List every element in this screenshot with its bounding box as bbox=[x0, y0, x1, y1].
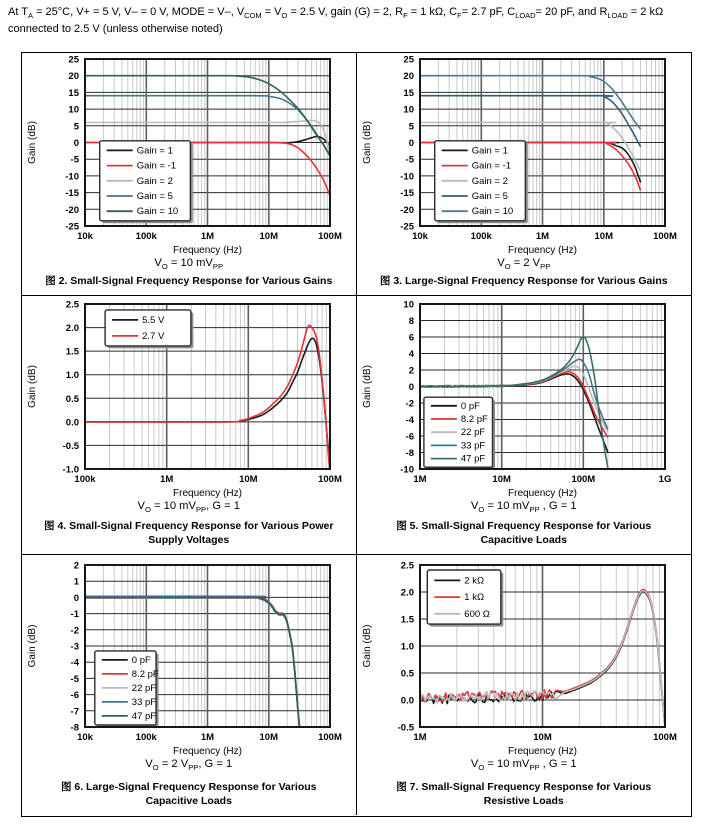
svg-text:-4: -4 bbox=[70, 657, 79, 669]
svg-text:100M: 100M bbox=[571, 474, 595, 485]
svg-text:8.2 pF: 8.2 pF bbox=[460, 414, 488, 425]
fig6-y-axis-title: Gain (dB) bbox=[26, 624, 38, 668]
fig7-y-axis-title: Gain (dB) bbox=[361, 624, 373, 668]
svg-text:4: 4 bbox=[408, 349, 414, 360]
svg-text:0 pF: 0 pF bbox=[460, 400, 480, 412]
svg-text:-10: -10 bbox=[400, 171, 414, 183]
svg-text:-8: -8 bbox=[70, 722, 79, 734]
svg-text:2: 2 bbox=[408, 365, 414, 377]
svg-text:Gain = 1: Gain = 1 bbox=[136, 145, 173, 157]
svg-text:10k: 10k bbox=[411, 231, 428, 242]
svg-text:1: 1 bbox=[73, 576, 79, 588]
svg-text:Gain = 5: Gain = 5 bbox=[136, 191, 173, 202]
fig5-x-axis-title: Frequency (Hz) bbox=[507, 488, 577, 499]
svg-text:0.5: 0.5 bbox=[65, 393, 79, 405]
svg-text:-10: -10 bbox=[400, 464, 414, 476]
svg-text:1M: 1M bbox=[200, 231, 214, 242]
svg-text:2 kΩ: 2 kΩ bbox=[464, 575, 484, 587]
svg-text:-10: -10 bbox=[65, 171, 79, 183]
svg-text:1M: 1M bbox=[413, 732, 427, 743]
fig7-x-ticks bbox=[413, 732, 677, 743]
svg-text:0.0: 0.0 bbox=[65, 417, 79, 429]
svg-text:-20: -20 bbox=[65, 204, 79, 216]
fig5-condition: $V_O = 10$ $mV_{PP}$ , G = 1 bbox=[470, 500, 577, 515]
svg-text:10: 10 bbox=[403, 299, 414, 311]
svg-text:-6: -6 bbox=[70, 690, 79, 702]
svg-text:2.5: 2.5 bbox=[400, 560, 414, 572]
svg-text:0 pF: 0 pF bbox=[131, 654, 151, 666]
fig4-legend bbox=[105, 310, 193, 349]
svg-text:10: 10 bbox=[68, 104, 79, 116]
svg-text:10M: 10M bbox=[533, 732, 552, 743]
fig4-condition: $V_O = 10$ $mV_{PP}$, G = 1 bbox=[137, 500, 241, 515]
svg-text:47 pF: 47 pF bbox=[460, 453, 485, 465]
svg-text:-20: -20 bbox=[400, 204, 414, 216]
fig5-chart bbox=[357, 296, 691, 499]
fig5-y-ticks bbox=[400, 300, 414, 476]
fig3-x-ticks bbox=[412, 231, 677, 242]
figure-table bbox=[21, 52, 692, 817]
fig4-y-axis-title: Gain (dB) bbox=[26, 365, 38, 408]
svg-text:100k: 100k bbox=[470, 231, 492, 242]
fig6-condition: $V_O = 2$ $V_{PP}$, G = 1 bbox=[145, 758, 233, 773]
svg-text:Gain = 2: Gain = 2 bbox=[471, 175, 508, 187]
svg-text:-5: -5 bbox=[70, 673, 79, 685]
svg-text:Gain = 2: Gain = 2 bbox=[136, 175, 173, 187]
fig4-caption: 图 4. Small-Signal Frequency Response for Various Power Supply Voltages bbox=[44, 519, 334, 546]
svg-text:8: 8 bbox=[408, 316, 414, 327]
fig3-chart bbox=[357, 53, 691, 256]
svg-text:1G: 1G bbox=[658, 474, 672, 485]
fig4-plot bbox=[22, 296, 356, 499]
svg-text:2.0: 2.0 bbox=[400, 587, 414, 599]
svg-text:Gain = -1: Gain = -1 bbox=[136, 160, 176, 172]
svg-text:-8: -8 bbox=[405, 448, 414, 459]
svg-text:1.0: 1.0 bbox=[65, 370, 79, 382]
svg-text:Gain = 1: Gain = 1 bbox=[471, 145, 508, 157]
svg-text:-7: -7 bbox=[70, 706, 79, 718]
fig2-y-ticks bbox=[65, 55, 79, 233]
svg-text:47 pF: 47 pF bbox=[131, 710, 156, 722]
svg-text:1 kΩ: 1 kΩ bbox=[464, 592, 484, 604]
svg-text:22 pF: 22 pF bbox=[460, 427, 485, 439]
svg-text:22 pF: 22 pF bbox=[131, 682, 156, 694]
svg-text:Gain = 10: Gain = 10 bbox=[471, 206, 513, 218]
svg-text:1.5: 1.5 bbox=[400, 614, 414, 626]
svg-text:10M: 10M bbox=[238, 474, 258, 485]
svg-text:10M: 10M bbox=[259, 732, 278, 743]
figure-cell-fig3 bbox=[357, 53, 692, 296]
svg-text:-15: -15 bbox=[65, 188, 79, 200]
fig4-x-ticks bbox=[74, 474, 342, 485]
fig3-condition: $V_O = 2$ $V_{PP}$ bbox=[497, 257, 551, 272]
svg-text:0.5: 0.5 bbox=[400, 668, 414, 680]
fig6-x-ticks bbox=[77, 732, 342, 743]
svg-text:Gain = 5: Gain = 5 bbox=[471, 191, 508, 202]
svg-text:-25: -25 bbox=[65, 221, 79, 233]
svg-text:-0.5: -0.5 bbox=[62, 440, 79, 452]
svg-text:2.7 V: 2.7 V bbox=[141, 330, 165, 342]
svg-text:10k: 10k bbox=[76, 231, 93, 242]
fig6-x-axis-title: Frequency (Hz) bbox=[172, 746, 242, 757]
figure-cell-fig2 bbox=[22, 53, 357, 296]
svg-text:10M: 10M bbox=[492, 474, 511, 485]
fig6-legend bbox=[95, 651, 159, 728]
fig2-plot bbox=[22, 53, 356, 256]
svg-text:0: 0 bbox=[73, 138, 79, 149]
fig2-x-ticks bbox=[77, 231, 342, 242]
svg-text:-5: -5 bbox=[405, 154, 414, 166]
fig6-caption: 图 6. Large-Signal Frequency Response for Various Capacitive Loads bbox=[60, 780, 317, 807]
fig4-x-axis-title: Frequency (Hz) bbox=[172, 488, 242, 499]
svg-text:8.2 pF: 8.2 pF bbox=[131, 668, 159, 680]
fig7-plot bbox=[357, 555, 691, 757]
test-conditions-note: At $T_A = 25^\circ C$, V+ = 5 V, V– = 0 V, MODE = V–, $V_{COM} = V_O = 2.5$ V, gain (G) = 2, $R_F = 1$ kΩ, $C_F= 2.7$ pF, $C_{LOAD}= 20$ pF, and $R_{LOAD} = 2$ kΩ connected to 2.5 V (unless otherwise noted) bbox=[8, 6, 664, 35]
svg-text:100M: 100M bbox=[652, 732, 677, 743]
svg-text:0.0: 0.0 bbox=[400, 695, 414, 707]
svg-text:15: 15 bbox=[403, 87, 414, 99]
svg-text:2.5: 2.5 bbox=[65, 299, 79, 311]
svg-text:25: 25 bbox=[403, 54, 414, 66]
fig6-y-ticks bbox=[70, 561, 79, 734]
svg-text:0: 0 bbox=[408, 138, 414, 149]
svg-text:Gain = -1: Gain = -1 bbox=[471, 160, 511, 172]
svg-text:-1.0: -1.0 bbox=[62, 464, 79, 476]
svg-text:10M: 10M bbox=[594, 231, 613, 242]
svg-text:600 Ω: 600 Ω bbox=[464, 608, 490, 620]
fig3-y-ticks bbox=[400, 55, 414, 233]
fig4-chart bbox=[22, 296, 356, 499]
svg-text:1M: 1M bbox=[200, 732, 214, 743]
svg-text:20: 20 bbox=[68, 71, 79, 83]
fig2-caption: 图 2. Small-Signal Frequency Response for Various Gains bbox=[45, 274, 333, 287]
svg-text:-15: -15 bbox=[400, 188, 414, 200]
svg-text:25: 25 bbox=[68, 54, 79, 66]
svg-text:0: 0 bbox=[408, 382, 414, 393]
svg-text:0: 0 bbox=[73, 592, 79, 604]
fig5-x-ticks bbox=[413, 474, 671, 485]
svg-text:1M: 1M bbox=[159, 474, 174, 485]
fig7-chart bbox=[357, 555, 691, 757]
fig2-condition: $V_O = 10$ $mV_{PP}$ bbox=[154, 257, 224, 272]
svg-text:-2: -2 bbox=[70, 625, 79, 637]
figure-cell-fig4 bbox=[22, 296, 357, 555]
fig3-curve-3 bbox=[420, 96, 641, 147]
svg-text:-0.5: -0.5 bbox=[397, 722, 414, 734]
svg-text:33 pF: 33 pF bbox=[131, 696, 156, 708]
svg-text:5: 5 bbox=[73, 121, 79, 133]
svg-text:100M: 100M bbox=[317, 474, 342, 485]
fig4-y-ticks bbox=[62, 300, 79, 476]
svg-text:Gain = 10: Gain = 10 bbox=[136, 206, 178, 218]
svg-text:1.5: 1.5 bbox=[65, 346, 79, 358]
fig7-y-ticks bbox=[397, 561, 414, 734]
fig7-condition: $V_O = 10$ $mV_{PP}$ , G = 1 bbox=[470, 758, 577, 773]
fig5-plot bbox=[357, 296, 691, 499]
svg-text:-6: -6 bbox=[405, 431, 414, 443]
fig3-x-axis-title: Frequency (Hz) bbox=[507, 245, 577, 256]
svg-text:1.0: 1.0 bbox=[400, 641, 414, 653]
fig2-y-axis-title: Gain (dB) bbox=[26, 121, 38, 164]
fig3-legend bbox=[434, 141, 527, 224]
fig3-y-axis-title: Gain (dB) bbox=[361, 121, 373, 164]
fig3-curve-4 bbox=[420, 76, 641, 129]
fig2-x-axis-title: Frequency (Hz) bbox=[172, 245, 242, 256]
figure-cell-fig6 bbox=[22, 555, 357, 815]
svg-text:1M: 1M bbox=[535, 231, 549, 242]
fig5-caption: 图 5. Small-Signal Frequency Response for Various Capacitive Loads bbox=[396, 519, 652, 546]
svg-text:20: 20 bbox=[403, 71, 414, 83]
svg-text:5: 5 bbox=[408, 121, 414, 133]
svg-text:100k: 100k bbox=[74, 474, 96, 485]
figure-cell-fig5 bbox=[357, 296, 692, 555]
svg-text:100M: 100M bbox=[317, 231, 342, 242]
svg-text:-5: -5 bbox=[70, 154, 79, 166]
svg-text:100k: 100k bbox=[135, 231, 157, 242]
svg-text:2.0: 2.0 bbox=[65, 323, 79, 335]
svg-text:-2: -2 bbox=[405, 398, 414, 410]
svg-text:-1: -1 bbox=[70, 609, 79, 621]
svg-text:10M: 10M bbox=[259, 231, 278, 242]
fig5-legend bbox=[424, 397, 495, 470]
fig7-caption: 图 7. Small-Signal Frequency Response for Various Resistive Loads bbox=[396, 780, 652, 807]
svg-text:33 pF: 33 pF bbox=[460, 440, 485, 452]
fig6-chart bbox=[22, 555, 356, 757]
svg-text:100k: 100k bbox=[135, 732, 157, 743]
svg-text:2: 2 bbox=[73, 560, 79, 572]
fig2-legend bbox=[99, 141, 192, 224]
fig7-legend bbox=[427, 570, 503, 627]
svg-text:-4: -4 bbox=[405, 415, 414, 426]
svg-text:6: 6 bbox=[408, 332, 414, 344]
svg-text:-3: -3 bbox=[70, 641, 79, 653]
fig6-plot bbox=[22, 555, 356, 757]
svg-text:10k: 10k bbox=[76, 732, 93, 743]
fig7-x-axis-title: Frequency (Hz) bbox=[507, 746, 577, 757]
fig3-caption: 图 3. Large-Signal Frequency Response for Various Gains bbox=[379, 274, 668, 287]
figure-cell-fig7 bbox=[357, 555, 692, 815]
svg-text:1M: 1M bbox=[413, 474, 427, 485]
svg-text:10: 10 bbox=[403, 104, 414, 116]
svg-text:-25: -25 bbox=[400, 221, 414, 233]
fig4-curve-0 bbox=[85, 338, 330, 471]
svg-text:5.5 V: 5.5 V bbox=[141, 314, 165, 326]
svg-text:15: 15 bbox=[68, 87, 79, 99]
fig5-y-axis-title: Gain (dB) bbox=[361, 365, 373, 408]
fig2-chart bbox=[22, 53, 356, 256]
svg-text:100M: 100M bbox=[652, 231, 677, 242]
svg-text:100M: 100M bbox=[317, 732, 342, 743]
fig3-plot bbox=[357, 53, 691, 256]
